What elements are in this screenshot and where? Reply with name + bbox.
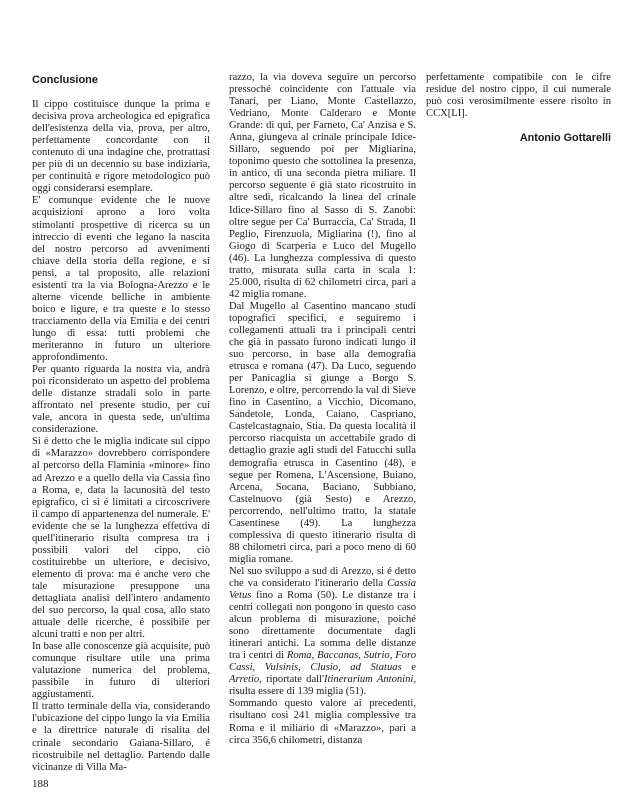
text-column-2 (229, 72, 416, 747)
paragraph: Si é detto che le miglia indicate sul cippo di «Marazzo» dovrebbero corrispondere al percorso della Flaminia «minore» fino ad Arezzo e a quello della via Cassia fino a Roma, e, data la lacunosità del testo epigrafico, ci si é limitati a circoscrivere il campo di appartenenza del numerale. E' evidente che se la lunghezza effettiva di quell'itinerario risulta compresa tra i possibili valori del cippo, ciò costituirebbe un ulteriore, e decisivo, elemento di prova: ma é anche vero che tale misurazione presuppone una dettagliata analisi dell'intero andamento del suo percorso, la qual cosa, allo stato attuale delle ricerche, é possibile per alcuni tratti e non per altri. (32, 436, 210, 641)
paragraph: Il tratto terminale della via, considerando l'ubicazione del cippo lungo la via Emilia e la direttrice naturale di risalita del crinale secondario Gaiana-Sillaro, é ricostruibile nel dettaglio. Partendo dalle vicinanze di Villa Ma- (32, 701, 210, 773)
paragraph: Il cippo costituisce dunque la prima e decisiva prova archeologica ed epigrafica dell'esistenza della via, prova, per altro, perfettamente concordante con il contenuto di una indagine che, protrattasi per più di un decennio su base indiziaria, per continuità e rigore metodologico può oggi considerarsi esemplare. (32, 99, 210, 195)
paragraph: razzo, la via doveva seguire un percorso pressoché coincidente con l'attuale via Tanari, per Liano, Monte Castellazzo, Vedriano, Monte Calderaro e Monte Grande: di qui, per Farneto, Ca' Anzisa e S. Anna, giungeva al crinale principale Idice-Sillaro, seguendo poi per Migliarina, toponimo questo che sottolinea la presenza, in antico, di una seconda pietra miliare. Il percorso seguente é già stato ricostruito in altre sedi, ricalcando la linea del crinale Idice-Sillaro fino al Sasso di S. Zanobi: oltre segue per Ca' Burraccia, Ca' Strada, Il Peglio, Firenzuola, Migliarina (!), fino al Giogo di Scarperia e Luco del Mugello (46). La lunghezza complessiva di questo tratto, misurata sulla carta in scala 1: 25.000, risulta di 62 chilometri circa, pari a 42 miglia romane. (229, 72, 416, 300)
paragraph: Per quanto riguarda la nostra via, andrà poi riconsiderato un aspetto del problema delle distanze stradali solo in parte affrontato nel presente studio, per cui vale, ancora in questa sede, un'ultima considerazione. (32, 364, 210, 436)
paragraph: Nel suo sviluppo a sud di Arezzo, si é detto che va considerato l'itinerario della Cassia Vetus fino a Roma (50). Le distanze tra i centri collegati non pongono in questo caso alcun problema di misurazione, poiché sono direttamente documentate dagli itinerari antichi. La somma delle distanze tra i centri di Roma, Baccanas, Sutrio, Foro Cassi, Vulsinis, Clusio, ad Statuas e Arretio, riportate dall'Itinerarium Antonini, risulta essere di 139 miglia (51). (229, 565, 417, 698)
paragraph: Sommando questo valore ai precedenti, risultano così 241 miglia complessive tra Roma e il miliario di «Marazzo», pari a circa 356,6 chilometri, distanza (229, 698, 416, 746)
paragraph: E' comunque evidente che le nuove acquisizioni aprono a loro volta stimolanti prospettive di ricerca su un intreccio di eventi che legano la nascita del nostro percorso ad avvenimenti chiave della storia della regione, e si pensi, a tal proposito, alle relazioni esistenti tra la via Bologna-Arezzo e le alterne vicende belliche in ambiente boico e ligure, e tra queste e lo stesso tracciamento della via Emilia e dei centri lungo di essa: tutti problemi che meriteranno in futuro un ulteriore approfondimento. (32, 195, 210, 364)
text-column-1 (32, 72, 210, 774)
text-column-3 (426, 72, 611, 144)
paragraph: In base alle conoscenze già acquisite, può comunque risultare utile una prima valutazione numerica del problema, passibile in futuro di ulteriori aggiustamenti. (32, 641, 210, 701)
page-number: 188 (32, 778, 49, 790)
section-heading: Conclusione (32, 74, 99, 86)
paragraph: Dal Mugello al Casentino mancano studi topografici specifici, e seguiremo i collegamenti attuali tra i principali centri che già in passato furono indicati lungo il suo percorso, in base alla demografia etrusca e romana (47). Da Luco, seguendo per Panicaglia si giunge a Borgo S. Lorenzo, e oltre, percorrendo la val di Sieve fino in Casentino, a Vicchio, Dicomano, Sandetole, Londa, Caiano, Caspriano, Castelcastagnaio, Stia. Da questa località il percorso riacquista un accettabile grado di dettaglio grazie agli studi del Fatucchi sulla demografia etrusca in Casentino (48), e segue per Romena, L'Ascensione, Buiano, Arcena, Socana, Baciano, Subbiano, Castelnuovo (già Sesto) e Arezzo, percorrendo, nell'ultimo tratto, la statale Casentinese (49). La lunghezza complessiva di questo itinerario risulta di 88 chilometri circa, pari a poco meno di 60 miglia romane. (229, 300, 416, 565)
author-name: Antonio Gottarelli (519, 132, 611, 145)
paragraph: perfettamente compatibile con le cifre residue del nostro cippo, il cui numerale può così verosimilmente essere risolto in CCX[LI]. (426, 72, 611, 120)
